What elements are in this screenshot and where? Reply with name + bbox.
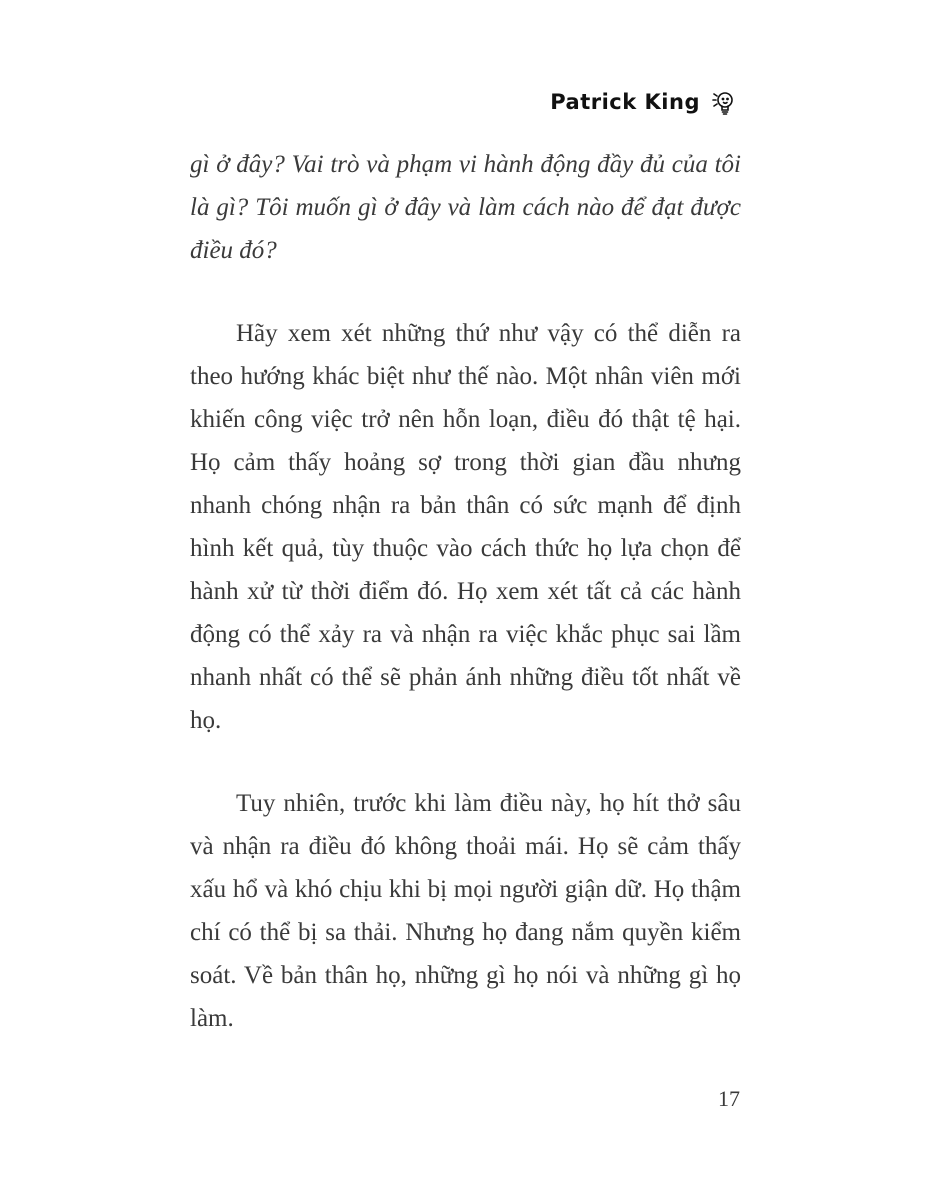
page-text-block <box>190 143 741 1040</box>
paragraph-body-1: Hãy xem xét những thứ như vậy có thể diễn ra theo hướng khác biệt như thế nào. Một nhân viên mới khiến công việc trở nên hỗn loạn, điều đó thật tệ hại. Họ cảm thấy hoảng sợ trong thời gian đầu nhưng nhanh chóng nhận ra bản thân có sức mạnh để định hình kết quả, tùy thuộc vào cách thức họ lựa chọn để hành xử từ thời điểm đó. Họ xem xét tất cả các hành động có thể xảy ra và nhận ra việc khắc phục sai lầm nhanh nhất có thể sẽ phản ánh những điều tốt nhất về họ. <box>190 320 741 734</box>
paragraph-intro-italic: gì ở đây? Vai trò và phạm vi hành động đầy đủ của tôi là gì? Tôi muốn gì ở đây và làm cách nào để đạt được điều đó? <box>190 151 741 264</box>
page-number: 17 <box>718 1086 740 1111</box>
paragraph-body-2: Tuy nhiên, trước khi làm điều này, họ hít thở sâu và nhận ra điều đó không thoải mái. Họ sẽ cảm thấy xấu hổ và khó chịu khi bị mọi người giận dữ. Họ thậm chí có thể bị sa thải. Nhưng họ đang nắm quyền kiểm soát. Về bản thân họ, những gì họ nói và những gì họ làm. <box>190 790 741 1032</box>
lightbulb-doodle-icon <box>708 86 740 118</box>
author-name: Patrick King <box>550 90 700 114</box>
running-header <box>550 86 740 118</box>
